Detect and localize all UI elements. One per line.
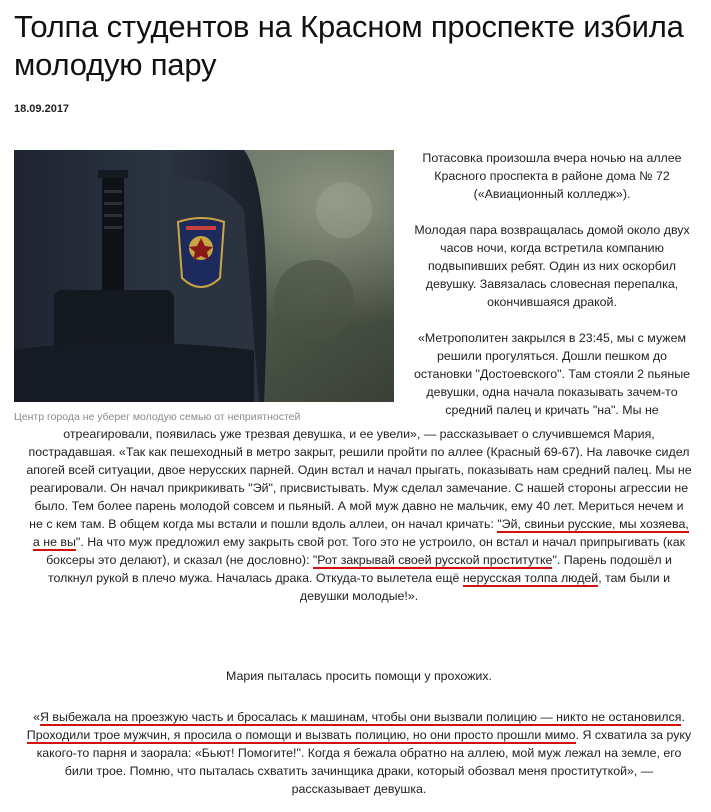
paragraph-help: Мария пыталась просить помощи у прохожих. — [226, 669, 492, 683]
underlined-quote: а не вы — [32, 535, 76, 549]
paragraph-1: Потасовка произошла вчера ночью на аллее Красного проспекта в районе дома № 72 («Авиационный колледж»). — [422, 151, 682, 201]
underlined-quote: "Рот закрывай своей русской проститутке — [312, 553, 553, 567]
police-badge-icon — [178, 218, 224, 287]
quote-body: отреагировали, появилась уже трезвая девушка, и ее увели», — рассказывает о случившемся Мария, пострадавшая. «Так как пешеходный в метро закрыт, решили пройти по аллее (Красный 69-67). На лавочке сидел апогей всей ситуации, двое нерусских парней. Один встал и начал прыгать, показывать нам средний палец. Мы не реагировали. Он начал прикрикивать "Эй", присвистывать. Муж сделал замечание. С нашей стороны агрессии не было. Тем более парень молодой совсем и пьяный. А мой муж давно не мальчик, ему 40 лет. Мериться нечем и не с кем там. В общем когда мы встали и пошли вдоль аллеи, он начал кричать: "Эй, свиньи русские, мы хозяева, а не вы". На что муж предложил ему закрыть свой рот. Того это не устроило, он встал и начал припрыгивать (как боксеры это делают), и сказал (не дословно): "Рот закрывай своей русской проститутке". Парень подошёл и толкнул рукой в плечо мужа. Началась драка. Откуда-то вылетела ещё нерусская толпа людей, там были и девушки молодые!». — [26, 427, 692, 603]
paragraph-2: Молодая пара возвращалась домой около двух часов ночи, когда встретила компанию подвыпивших ребят. Один из них оскорбил девушку. Завязалась словесная перепалка, окончившаяся дракой. — [414, 223, 690, 309]
side-column — [402, 149, 702, 419]
article-title: Толпа студентов на Красном проспекте избила молодую пару — [14, 9, 684, 82]
police-officer-photo — [14, 150, 394, 402]
underlined-quote: Я выбежала на проезжую часть и бросалась к машинам, чтобы они вызвали полицию — никто не остановился — [40, 710, 682, 724]
paragraph-3-start: «Метрополитен закрылся в 23:45, мы с мужем решили прогуляться. Дошли пешком до остановки "Достоевского". Там стояли 2 пьяные девушки, одна начала показывать зачем-то средний палец и кричать "на". Мы не — [413, 331, 691, 417]
underlined-phrase: нерусская толпа людей — [462, 571, 599, 585]
underlined-quote: Проходили трое мужчин, я просила о помощи и вызвать полицию, но они просто прошли мимо — [26, 728, 576, 742]
paragraph-final-quote: «Я выбежала на проезжую часть и бросалась к машинам, чтобы они вызвали полицию — никто не остановился. Проходили трое мужчин, я просила о помощи и вызвать полицию, но они просто прошли мимо. Я схватила за руку какого-то парня и заорала: «Бьют! Помогите!". Когда я бежала обратно на аллею, мой муж лежал на земле, его били трое. Помню, что пыталась схватить зачинщика драки, который обозвал меня проституткой», — рассказывает девушка. — [26, 710, 692, 796]
underlined-quote: "Эй, свиньи русские, мы хозяева, — [497, 517, 689, 531]
photo-caption: Центр города не уберег молодую семью от неприятностей — [14, 411, 301, 423]
article-date: 18.09.2017 — [14, 103, 70, 115]
